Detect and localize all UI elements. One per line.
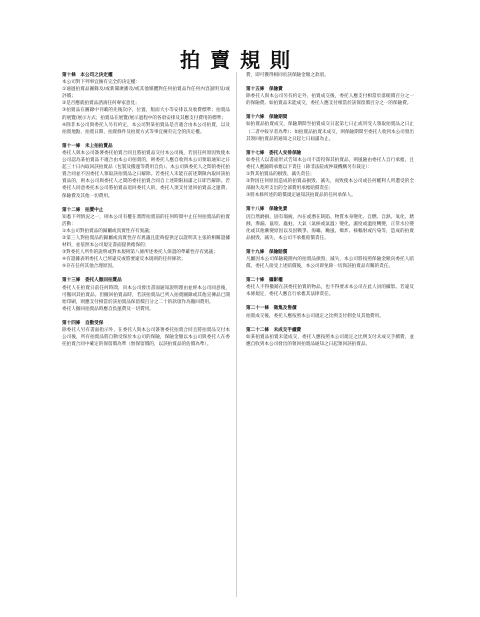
- article-paragraph: 除委托人另有書面指示外，在委托人與本公司簽署委托拍賣合同且將拍賣品交付本公司後，所有拍賣品將自動受保於本公司的保險，保險金額以本公司與委托人在委托拍賣合同中確定的保留價為準（無保留價的，以該拍賣品的估價為準）。: [62, 328, 230, 348]
- article-section: [246, 114, 414, 142]
- article-section: [62, 72, 230, 136]
- article-paragraph: ①本公司對拍賣品的歸屬或真實性存有異議；: [62, 228, 154, 234]
- article-heading: 第十六條 保險期間: [246, 115, 288, 121]
- article-paragraph: 如委托人以書面形式告知本公司不需投保其拍賣品，則風險由委托人自行承擔，且委托人應隨時承擔以下責任（除非法院或仲裁機構另有裁定）：: [246, 157, 414, 170]
- article-paragraph: ②第三人對拍賣品的歸屬或真實性存有異議且能夠提供足以證明其主張的相關證據材料，並依照本公司規定書面提供擔保的；: [62, 235, 230, 249]
- article-heading: 第十四條 自動受保: [62, 320, 104, 326]
- article-paragraph: 費，即可獲得相同於該保險金額之款項。: [246, 73, 329, 78]
- left-column: [62, 72, 230, 602]
- article-heading: 第二十條 攝影權: [246, 278, 283, 284]
- article-heading: 第十七條 委托人安排保險: [246, 150, 302, 156]
- article-section: [62, 320, 230, 348]
- article-heading: 第十三條 委托人撤回拍賣品: [62, 278, 122, 284]
- article-paragraph: 凡屬因本公司保險範圍內的拍賣品損毀、滅失，本公司將按照保險金額向委托人賠償。委托人接受上述賠償後，本公司即免除一切與該拍賣品有關的責任。: [246, 256, 414, 270]
- article-section: [246, 72, 414, 79]
- article-paragraph: 除委托人與本公司另有約定外，拍賣成交後，委托人應支付相當於落槌價百分之一的保險費。如拍賣品未能成交，委托人應支付相當於該保留價百分之一的保險費。: [246, 94, 414, 107]
- article-section: [62, 143, 230, 200]
- article-section: [246, 249, 414, 270]
- article-paragraph: ②對因任何原因造成的拍賣品損毀、滅失，而致使本公司或任何權利人所遭受的全部損失及所支出的全部費用承擔賠償責任；: [246, 179, 414, 192]
- article-paragraph: 本公司對下列事宜擁有完全的決定權：: [62, 80, 141, 86]
- article-paragraph: 委托人不得撤銷在該委托拍賣的物品，也不得要求本公司在此人員的攝影。若違反本條規定，委托人應自行承擔其法律責任。: [246, 285, 414, 298]
- article-section: [246, 305, 414, 319]
- article-paragraph: 委托人撤回拍賣品時應自負運費及一切費用。: [62, 306, 154, 312]
- article-paragraph: ③將本條所述的賠償規定通知該拍賣品的任何承保人。: [246, 193, 356, 199]
- article-heading: 第十二條 拍賣中止: [62, 207, 104, 213]
- article-paragraph: 委托人與本公司簽署委托拍賣合同且將拍賣品交付本公司後，若因任何原因致使本公司認為某拍賣品不適合由本公司拍賣的，則委托人應自收到本公司領取通知之日起三十日內取回該拍賣品（包裝及搬運等費用自負）。本公司與委托人之間的委托拍賣合同並不因委托人領取該拍賣品之日解除。若委托人未能在前述期限內取回該拍賣品的，則本公司與委托人之間的委托拍賣合同自上述期限屆滿之日即告解除。若委托人同意委托本公司將拍賣品退回委托人的，委托人須支付退回拍賣品之運費、保險費及其他一切費用。: [62, 150, 230, 199]
- article-heading: 第十五條 保險費: [246, 87, 283, 93]
- right-column: [246, 72, 414, 602]
- article-heading: 第十條 本公司之決定權: [62, 73, 113, 78]
- article-section: [246, 86, 414, 107]
- article-paragraph: 如某拍賣品拍賣未能成交，委托人應按照本公司規定之比例支付未成交手續費，並應自收到本公司發出的領回拍賣品通知之日起領回該拍賣品。: [246, 334, 414, 347]
- article-paragraph: ⑤存在任何其他合理原因。: [62, 264, 117, 270]
- article-paragraph: ④有證據表明委托人已經違反或將要違反本規則的任何條款；: [62, 257, 186, 263]
- page-title: 拍賣規則: [180, 48, 300, 72]
- article-paragraph: ③對委托人所作的說明或對本規則第八條所述委托人保證的準確性存有異議；: [62, 250, 218, 256]
- article-paragraph: ①通過拍賣品圖錄及/或新聞廣播及/或其他媒體對任何拍賣品作任何內容說明及/或評價；: [62, 87, 230, 100]
- article-paragraph: ④除非本公司與委托人另有約定，本公司對某拍賣品是否適合由本公司拍賣，以及拍賣地點、拍賣日期、拍賣條件及拍賣方式等事宜擁有完全的決定權。: [62, 122, 230, 135]
- article-section: [246, 150, 414, 200]
- article-section: [62, 277, 230, 312]
- article-paragraph: ①對其拍賣品的損毀、滅失責任；: [246, 172, 315, 178]
- article-section: [246, 206, 414, 241]
- article-paragraph: 知悉下列情況之一，則本公司有權在實際拍賣前的任何時間中止任何拍賣品的拍賣活動：: [62, 214, 230, 227]
- article-section: [62, 207, 230, 271]
- article-heading: 第十一條 未上拍拍賣品: [62, 143, 113, 149]
- article-heading: 第十九條 保險賠償: [246, 249, 288, 255]
- article-section: [246, 327, 414, 348]
- text-columns: [62, 72, 414, 602]
- article-heading: 第二十二條 未成交手續費: [246, 327, 302, 333]
- article-paragraph: 如拍賣品拍賣成交，保險期間至拍賣成交日起第七日止或買受人領取拍賣品之日止（二者中較早者為準）；如拍賣品拍賣未成交，則保險期間至委托人收到本公司發出其領回拍賣品的通知之日起七日屆滿為止。: [246, 122, 414, 142]
- article-paragraph: 因自然磨損、固有瑕疵、內在或潛在缺陷、物質本身變化、自燃、自熱、氧化、銹蝕、滲漏、鼠咬、蟲蛀、大氣（氣候或氣溫）變化、濕度或溫度轉變，正常水位變化或其他漸變原因以及因戰爭、海嘯、颱風、爆炸、核輻射或污染等，造成的拍賣品損毀、滅失，本公司不承擔賠償責任。: [246, 214, 414, 241]
- article-paragraph: ③拍賣品在圖錄中刊載的先後次序、位置、版面大小等安排以及收費標準；拍賣品的展覽/展示方式；拍賣品在展覽/展示過程中的各項安排及其應支付費用的標準；: [62, 108, 230, 121]
- article-heading: 第二十一條 徵集及售價: [246, 306, 297, 312]
- article-paragraph: ②是否應就拍賣品諮詢任何專家意見；: [62, 101, 140, 107]
- article-heading: 第十八條 保險免責: [246, 207, 288, 213]
- article-section: [246, 277, 414, 298]
- article-paragraph: 委托人在拍賣日前任何時間，向本公司發出書面通知說明理由並經本公司同意後，可撤回其拍賣品。但撤回拍賣品時，若該拍賣品已列入拍賣圖錄或其他宣傳品已開始印刷，則應支付相當於該拍賣品保留價百分之二十的款項作為撤回費用。: [62, 285, 230, 305]
- article-paragraph: 拍賣成交後，委托人應按照本公司規定之比例支付佣金及其他費用。: [246, 313, 384, 319]
